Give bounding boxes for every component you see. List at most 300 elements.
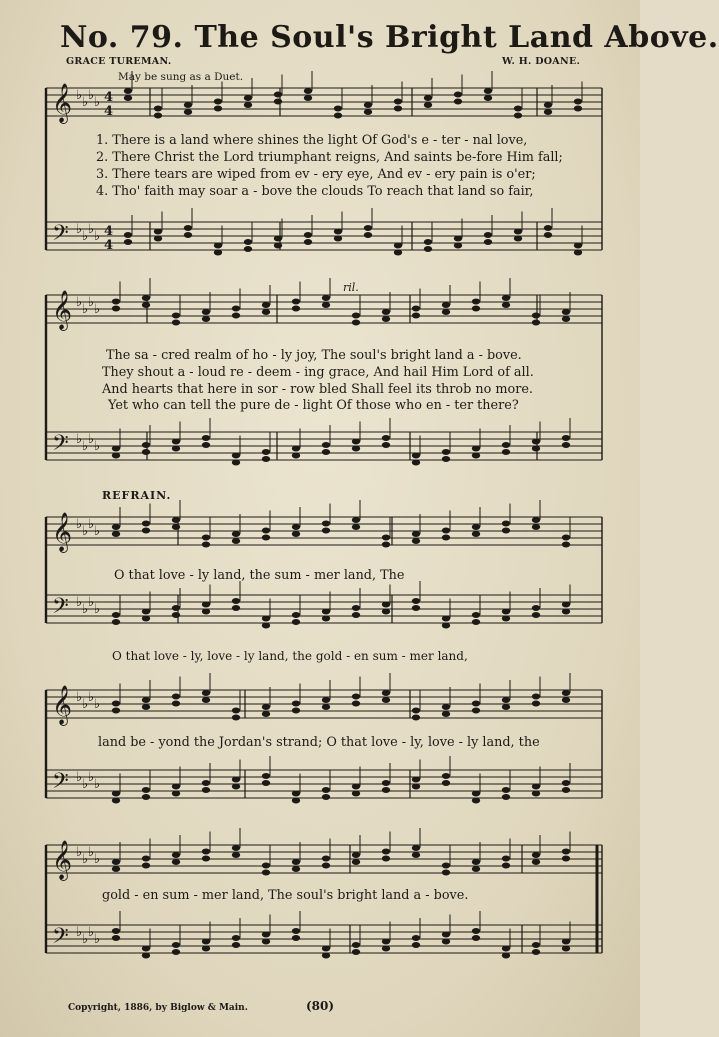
notehead bbox=[184, 109, 192, 115]
notehead bbox=[442, 939, 450, 945]
notehead bbox=[442, 535, 450, 541]
refrain-line-1-treble: O that love - ly land, the sum - mer land, The bbox=[114, 568, 405, 583]
verse-2-line-2: They shout a - loud re - deem - ing grace, And hail Him Lord of all. bbox=[102, 365, 534, 380]
notehead bbox=[292, 524, 300, 530]
notehead bbox=[352, 859, 360, 865]
notehead bbox=[154, 106, 162, 112]
notehead bbox=[352, 791, 360, 797]
notehead bbox=[352, 524, 360, 530]
notehead bbox=[532, 791, 540, 797]
notehead bbox=[562, 946, 570, 952]
notehead bbox=[274, 99, 282, 105]
notehead bbox=[172, 605, 180, 611]
notehead bbox=[412, 460, 420, 466]
notehead bbox=[322, 704, 330, 710]
copyright-notice: Copyright, 1886, by Biglow & Main. bbox=[68, 1003, 248, 1013]
notehead bbox=[412, 708, 420, 714]
notehead bbox=[322, 616, 330, 622]
notehead bbox=[232, 531, 240, 537]
notehead bbox=[292, 446, 300, 452]
notehead bbox=[532, 784, 540, 790]
notehead bbox=[472, 299, 480, 305]
notehead bbox=[172, 859, 180, 865]
notehead bbox=[232, 852, 240, 858]
notehead bbox=[142, 442, 150, 448]
notehead bbox=[142, 521, 150, 527]
notehead bbox=[562, 609, 570, 615]
notehead bbox=[532, 694, 540, 700]
treble-clef: 𝄞 bbox=[52, 685, 73, 725]
notehead bbox=[112, 524, 120, 530]
flat-sign: ♭ bbox=[88, 517, 95, 532]
notehead bbox=[172, 784, 180, 790]
notehead bbox=[502, 953, 510, 959]
notehead bbox=[442, 449, 450, 455]
treble-clef: 𝄞 bbox=[52, 83, 73, 123]
notehead bbox=[472, 446, 480, 452]
notehead bbox=[112, 928, 120, 934]
notehead bbox=[544, 109, 552, 115]
notehead bbox=[262, 932, 270, 938]
notehead bbox=[502, 856, 510, 862]
notehead bbox=[202, 316, 210, 322]
notehead bbox=[142, 295, 150, 301]
notehead bbox=[322, 787, 330, 793]
notehead bbox=[574, 243, 582, 249]
refrain-line-2: land be - yond the Jordan's strand; O that love - ly, love - ly land, the bbox=[98, 735, 540, 750]
notehead bbox=[532, 605, 540, 611]
notehead bbox=[232, 942, 240, 948]
notehead bbox=[202, 542, 210, 548]
notehead bbox=[112, 791, 120, 797]
notehead bbox=[112, 708, 120, 714]
notehead bbox=[184, 225, 192, 231]
flat-sign: ♭ bbox=[82, 524, 89, 539]
notehead bbox=[502, 521, 510, 527]
notehead bbox=[172, 694, 180, 700]
notehead bbox=[502, 442, 510, 448]
notehead bbox=[334, 113, 342, 119]
notehead bbox=[442, 863, 450, 869]
notehead bbox=[574, 250, 582, 256]
notehead bbox=[532, 517, 540, 523]
notehead bbox=[382, 609, 390, 615]
treble-clef: 𝄞 bbox=[52, 512, 73, 552]
author-credit: GRACE TUREMAN. bbox=[66, 56, 172, 67]
notehead bbox=[442, 309, 450, 315]
notehead bbox=[322, 528, 330, 534]
notehead bbox=[112, 619, 120, 625]
notehead bbox=[364, 102, 372, 108]
flat-sign: ♭ bbox=[82, 602, 89, 617]
notehead bbox=[334, 236, 342, 242]
notehead bbox=[262, 939, 270, 945]
notehead bbox=[412, 453, 420, 459]
notehead bbox=[472, 701, 480, 707]
notehead bbox=[502, 946, 510, 952]
notehead bbox=[262, 302, 270, 308]
notehead bbox=[322, 609, 330, 615]
notehead bbox=[472, 453, 480, 459]
notehead bbox=[562, 856, 570, 862]
notehead bbox=[262, 780, 270, 786]
notehead bbox=[304, 95, 312, 101]
notehead bbox=[574, 106, 582, 112]
flat-sign: ♭ bbox=[88, 432, 95, 447]
notehead bbox=[334, 106, 342, 112]
notehead bbox=[382, 697, 390, 703]
notehead bbox=[424, 239, 432, 245]
notehead bbox=[382, 316, 390, 322]
flat-sign: ♭ bbox=[82, 777, 89, 792]
notehead bbox=[532, 320, 540, 326]
notehead bbox=[382, 690, 390, 696]
notehead bbox=[352, 446, 360, 452]
notehead bbox=[382, 787, 390, 793]
notehead bbox=[172, 439, 180, 445]
notehead bbox=[172, 320, 180, 326]
notehead bbox=[112, 859, 120, 865]
notehead bbox=[274, 92, 282, 98]
notehead bbox=[124, 232, 132, 238]
flat-sign: ♭ bbox=[94, 697, 101, 712]
flat-sign: ♭ bbox=[76, 295, 83, 310]
notehead bbox=[112, 935, 120, 941]
notehead bbox=[172, 949, 180, 955]
bass-clef: 𝄢 bbox=[52, 221, 69, 251]
notehead bbox=[532, 612, 540, 618]
notehead bbox=[382, 535, 390, 541]
notehead bbox=[442, 616, 450, 622]
flat-sign: ♭ bbox=[82, 852, 89, 867]
notehead bbox=[412, 605, 420, 611]
notehead bbox=[334, 229, 342, 235]
notehead bbox=[442, 623, 450, 629]
notehead bbox=[262, 704, 270, 710]
notehead bbox=[184, 102, 192, 108]
notehead bbox=[442, 780, 450, 786]
page-number: (80) bbox=[306, 999, 335, 1013]
time-signature: 4 bbox=[104, 90, 114, 105]
notehead bbox=[454, 236, 462, 242]
flat-sign: ♭ bbox=[94, 302, 101, 317]
flat-sign: ♭ bbox=[94, 777, 101, 792]
notehead bbox=[382, 309, 390, 315]
notehead bbox=[154, 229, 162, 235]
notehead bbox=[214, 99, 222, 105]
notehead bbox=[154, 236, 162, 242]
notehead bbox=[232, 784, 240, 790]
notehead bbox=[472, 866, 480, 872]
notehead bbox=[412, 845, 420, 851]
notehead bbox=[382, 780, 390, 786]
verse-3-line-2: And hearts that here in sor - row bled Shall feel its throb no more. bbox=[102, 382, 533, 397]
flat-sign: ♭ bbox=[76, 517, 83, 532]
notehead bbox=[262, 309, 270, 315]
notehead bbox=[364, 109, 372, 115]
notehead bbox=[262, 449, 270, 455]
notehead bbox=[244, 102, 252, 108]
notehead bbox=[274, 236, 282, 242]
performance-note: May be sung as a Duet. bbox=[118, 71, 244, 83]
notehead bbox=[292, 866, 300, 872]
notehead bbox=[352, 517, 360, 523]
notehead bbox=[322, 449, 330, 455]
notehead bbox=[562, 435, 570, 441]
flat-sign: ♭ bbox=[76, 770, 83, 785]
notehead bbox=[322, 953, 330, 959]
notehead bbox=[232, 935, 240, 941]
notehead bbox=[322, 946, 330, 952]
notehead bbox=[502, 787, 510, 793]
treble-clef: 𝄞 bbox=[52, 840, 73, 880]
notehead bbox=[514, 236, 522, 242]
notehead bbox=[142, 856, 150, 862]
refrain-line-3: gold - en sum - mer land, The soul's bright land a - bove. bbox=[102, 888, 469, 903]
notehead bbox=[502, 449, 510, 455]
flat-sign: ♭ bbox=[88, 595, 95, 610]
notehead bbox=[172, 517, 180, 523]
flat-sign: ♭ bbox=[94, 932, 101, 947]
notehead bbox=[112, 531, 120, 537]
flat-sign: ♭ bbox=[94, 95, 101, 110]
hymn-title: The Soul's Bright Land Above. bbox=[194, 20, 719, 55]
hymn-number: No. 79. bbox=[60, 20, 184, 55]
notehead bbox=[292, 612, 300, 618]
notehead bbox=[172, 612, 180, 618]
notehead bbox=[472, 935, 480, 941]
notehead bbox=[454, 243, 462, 249]
notehead bbox=[262, 535, 270, 541]
flat-sign: ♭ bbox=[76, 222, 83, 237]
notehead bbox=[322, 295, 330, 301]
verse-1-line-1: 1. There is a land where shines the light Of God's e - ter - nal love, bbox=[96, 133, 528, 148]
notehead bbox=[544, 102, 552, 108]
notehead bbox=[112, 453, 120, 459]
notehead bbox=[352, 694, 360, 700]
notehead bbox=[382, 856, 390, 862]
notehead bbox=[412, 306, 420, 312]
notehead bbox=[562, 535, 570, 541]
verse-3-line-1: 3. There tears are wiped from ev - ery eye, And ev - ery pain is o'er; bbox=[96, 167, 536, 182]
notehead bbox=[262, 528, 270, 534]
notehead bbox=[532, 439, 540, 445]
notehead bbox=[562, 690, 570, 696]
notehead bbox=[172, 942, 180, 948]
composer-credit: W. H. DOANE. bbox=[502, 56, 581, 67]
time-signature: 4 bbox=[104, 238, 114, 253]
notehead bbox=[202, 309, 210, 315]
time-signature: 4 bbox=[104, 104, 114, 119]
notehead bbox=[562, 542, 570, 548]
notehead bbox=[202, 787, 210, 793]
notehead bbox=[124, 239, 132, 245]
notehead bbox=[172, 791, 180, 797]
notehead bbox=[292, 453, 300, 459]
notehead bbox=[394, 243, 402, 249]
notehead bbox=[202, 856, 210, 862]
notehead bbox=[352, 612, 360, 618]
notehead bbox=[142, 609, 150, 615]
flat-sign: ♭ bbox=[94, 439, 101, 454]
flat-sign: ♭ bbox=[88, 88, 95, 103]
notehead bbox=[352, 439, 360, 445]
notehead bbox=[532, 942, 540, 948]
notehead bbox=[202, 690, 210, 696]
notehead bbox=[202, 780, 210, 786]
notehead bbox=[142, 704, 150, 710]
notehead bbox=[142, 697, 150, 703]
notehead bbox=[172, 524, 180, 530]
notehead bbox=[472, 531, 480, 537]
notehead bbox=[262, 773, 270, 779]
notehead bbox=[544, 232, 552, 238]
notehead bbox=[172, 313, 180, 319]
notehead bbox=[322, 856, 330, 862]
time-signature: 4 bbox=[104, 224, 114, 239]
notehead bbox=[232, 306, 240, 312]
notehead bbox=[442, 528, 450, 534]
notehead bbox=[442, 704, 450, 710]
notehead bbox=[484, 232, 492, 238]
notehead bbox=[502, 616, 510, 622]
notehead bbox=[292, 935, 300, 941]
flat-sign: ♭ bbox=[88, 770, 95, 785]
notehead bbox=[292, 928, 300, 934]
notehead bbox=[562, 309, 570, 315]
notehead bbox=[352, 320, 360, 326]
notehead bbox=[142, 449, 150, 455]
notehead bbox=[262, 711, 270, 717]
notehead bbox=[142, 787, 150, 793]
bass-clef: 𝄢 bbox=[52, 594, 69, 624]
notehead bbox=[202, 442, 210, 448]
notehead bbox=[502, 302, 510, 308]
notehead bbox=[172, 446, 180, 452]
notehead bbox=[292, 791, 300, 797]
notehead bbox=[442, 773, 450, 779]
notehead bbox=[472, 791, 480, 797]
flat-sign: ♭ bbox=[76, 88, 83, 103]
notehead bbox=[442, 456, 450, 462]
notehead bbox=[304, 232, 312, 238]
notehead bbox=[292, 701, 300, 707]
notehead bbox=[352, 784, 360, 790]
flat-sign: ♭ bbox=[76, 595, 83, 610]
notehead bbox=[562, 780, 570, 786]
notehead bbox=[262, 863, 270, 869]
notehead bbox=[472, 612, 480, 618]
notehead bbox=[214, 106, 222, 112]
notehead bbox=[172, 701, 180, 707]
notehead bbox=[484, 88, 492, 94]
flat-sign: ♭ bbox=[94, 229, 101, 244]
notehead bbox=[502, 697, 510, 703]
flat-sign: ♭ bbox=[82, 95, 89, 110]
notehead bbox=[502, 794, 510, 800]
notehead bbox=[412, 942, 420, 948]
notehead bbox=[424, 95, 432, 101]
notehead bbox=[304, 239, 312, 245]
notehead bbox=[412, 852, 420, 858]
notehead bbox=[262, 616, 270, 622]
notehead bbox=[472, 619, 480, 625]
flat-sign: ♭ bbox=[88, 925, 95, 940]
notehead bbox=[562, 442, 570, 448]
notehead bbox=[112, 612, 120, 618]
notehead bbox=[514, 229, 522, 235]
notehead bbox=[382, 939, 390, 945]
notehead bbox=[292, 708, 300, 714]
notehead bbox=[424, 102, 432, 108]
verse-2-line-1: 2. There Christ the Lord triumphant reigns, And saints be-fore Him fall; bbox=[96, 150, 563, 165]
flat-sign: ♭ bbox=[88, 690, 95, 705]
notehead bbox=[112, 446, 120, 452]
notehead bbox=[142, 302, 150, 308]
flat-sign: ♭ bbox=[94, 852, 101, 867]
notehead bbox=[472, 708, 480, 714]
notehead bbox=[544, 225, 552, 231]
notehead bbox=[562, 602, 570, 608]
notehead bbox=[142, 863, 150, 869]
flat-sign: ♭ bbox=[94, 602, 101, 617]
verse-4-line-1: 4. Tho' faith may soar a - bove the clouds To reach that land so fair, bbox=[96, 184, 534, 199]
refrain-line-1-bass: O that love - ly, love - ly land, the gold - en sum - mer land, bbox=[112, 649, 468, 663]
notehead bbox=[262, 456, 270, 462]
notehead bbox=[262, 623, 270, 629]
flat-sign: ♭ bbox=[82, 302, 89, 317]
notehead bbox=[142, 953, 150, 959]
notehead bbox=[574, 99, 582, 105]
notehead bbox=[382, 849, 390, 855]
tempo-mark: ril. bbox=[343, 281, 359, 294]
notehead bbox=[232, 715, 240, 721]
notehead bbox=[142, 946, 150, 952]
notehead bbox=[532, 701, 540, 707]
flat-sign: ♭ bbox=[82, 229, 89, 244]
bass-clef: 𝄢 bbox=[52, 769, 69, 799]
notehead bbox=[352, 313, 360, 319]
flat-sign: ♭ bbox=[82, 697, 89, 712]
notehead bbox=[562, 697, 570, 703]
flat-sign: ♭ bbox=[94, 524, 101, 539]
notehead bbox=[562, 849, 570, 855]
notehead bbox=[412, 598, 420, 604]
notehead bbox=[202, 946, 210, 952]
notehead bbox=[202, 602, 210, 608]
notehead bbox=[394, 99, 402, 105]
flat-sign: ♭ bbox=[82, 932, 89, 947]
notehead bbox=[514, 106, 522, 112]
notehead bbox=[412, 715, 420, 721]
notehead bbox=[502, 295, 510, 301]
flat-sign: ♭ bbox=[76, 925, 83, 940]
notehead bbox=[382, 542, 390, 548]
notehead bbox=[412, 531, 420, 537]
notehead bbox=[304, 88, 312, 94]
refrain-label: REFRAIN. bbox=[102, 489, 172, 502]
verse-4-line-2: Yet who can tell the pure de - light Of those who en - ter there? bbox=[108, 398, 519, 413]
notehead bbox=[352, 949, 360, 955]
notehead bbox=[382, 442, 390, 448]
notehead bbox=[112, 798, 120, 804]
notehead bbox=[232, 845, 240, 851]
flat-sign: ♭ bbox=[88, 295, 95, 310]
notehead bbox=[532, 446, 540, 452]
notehead bbox=[394, 250, 402, 256]
notehead bbox=[214, 250, 222, 256]
notehead bbox=[472, 524, 480, 530]
